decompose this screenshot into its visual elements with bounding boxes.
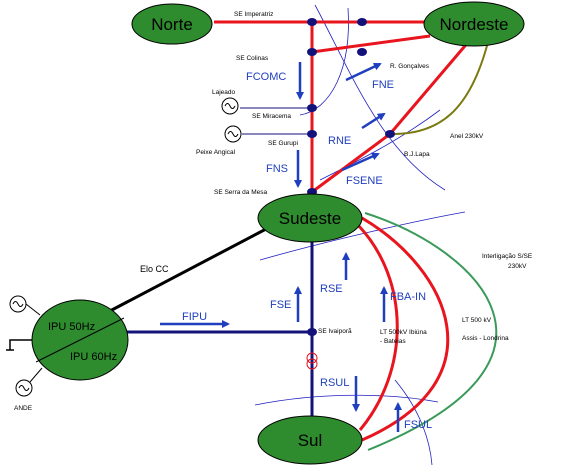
label-serramesa: SE Serra da Mesa — [214, 189, 268, 196]
nordeste-lapa-line — [390, 40, 470, 134]
lt-ibiuna-line — [358, 225, 397, 430]
generator-ande-icon — [16, 368, 42, 396]
label-lt-londrina-1: LT 500 kV — [462, 317, 492, 324]
region-norte-label: Norte — [151, 15, 193, 34]
fne-arrow — [346, 64, 380, 80]
label-colinas: SE Colinas — [236, 55, 269, 62]
region-nordeste-label: Nordeste — [439, 15, 509, 34]
label-elo-cc: Elo CC — [140, 264, 169, 274]
boundary-north-curve — [315, 5, 445, 190]
elo-cc-line — [108, 228, 268, 312]
rsul-label: RSUL — [320, 377, 350, 389]
fipu-label: FIPU — [182, 311, 208, 323]
boundary-northeast-curve — [300, 8, 348, 115]
ipu-50-label: IPU 50Hz — [48, 321, 96, 333]
fsene-label: FSENE — [346, 175, 383, 187]
bus-imperatriz-2[interactable] — [357, 18, 367, 26]
fns-label: FNS — [266, 163, 288, 175]
label-lt-ibiuna-2: - Bateias — [380, 338, 406, 345]
label-lajeado: Lajeado — [212, 89, 236, 96]
label-imperatriz: SE Imperatriz — [234, 11, 274, 18]
fcomc-label: FCOMC — [246, 71, 287, 83]
region-sul-label: Sul — [297, 431, 323, 450]
boundary-sul-curve — [255, 395, 438, 405]
bus-imperatriz-1[interactable] — [307, 18, 317, 26]
label-gurupi: SE Gurupi — [268, 140, 298, 147]
rne-label: RNE — [328, 135, 352, 147]
fba-in-label: FBA-IN — [390, 291, 427, 303]
rse-label: RSE — [320, 283, 343, 295]
fse-label: FSE — [270, 299, 292, 311]
label-lt-ibiuna-1: LT 500kV Ibiúna — [380, 329, 427, 336]
bus-ivaipora[interactable] — [307, 328, 317, 336]
generator-peixe-icon — [225, 126, 241, 142]
region-sudeste-label: Sudeste — [278, 209, 342, 228]
label-anel: Anel 230kV — [450, 133, 484, 140]
anel-230kv-line — [390, 42, 488, 134]
label-lapa: B.J.Lapa — [404, 151, 430, 158]
colinas-nordeste-line — [312, 36, 430, 52]
bus-colinas-2[interactable] — [357, 48, 367, 56]
ipu-60-label: IPU 60Hz — [70, 351, 118, 363]
label-ande: ANDE — [14, 405, 33, 412]
fsul-label: FSUL — [404, 419, 433, 431]
label-goncalves: R. Gonçalves — [390, 63, 430, 70]
bus-colinas-1[interactable] — [307, 48, 317, 56]
bus-gurupi[interactable] — [307, 130, 317, 138]
label-lt-londrina-2: Assis - Londrina — [462, 335, 509, 342]
bus-miracema[interactable] — [307, 104, 317, 112]
label-ivaipora: SE Ivaiporã — [318, 328, 352, 335]
generator-lajeado-icon — [222, 98, 238, 114]
label-interligacao: Interligação S/SE — [482, 253, 533, 260]
ipu-ground-icon — [10, 340, 32, 350]
label-peixe: Peixe Angical — [196, 149, 236, 156]
bus-lapa[interactable] — [385, 130, 395, 138]
label-miracema: SE Miracema — [252, 113, 292, 120]
fne-label: FNE — [372, 79, 394, 91]
label-interligacao-kv: 230kV — [508, 263, 527, 270]
generator-ipu50-icon — [10, 296, 40, 315]
